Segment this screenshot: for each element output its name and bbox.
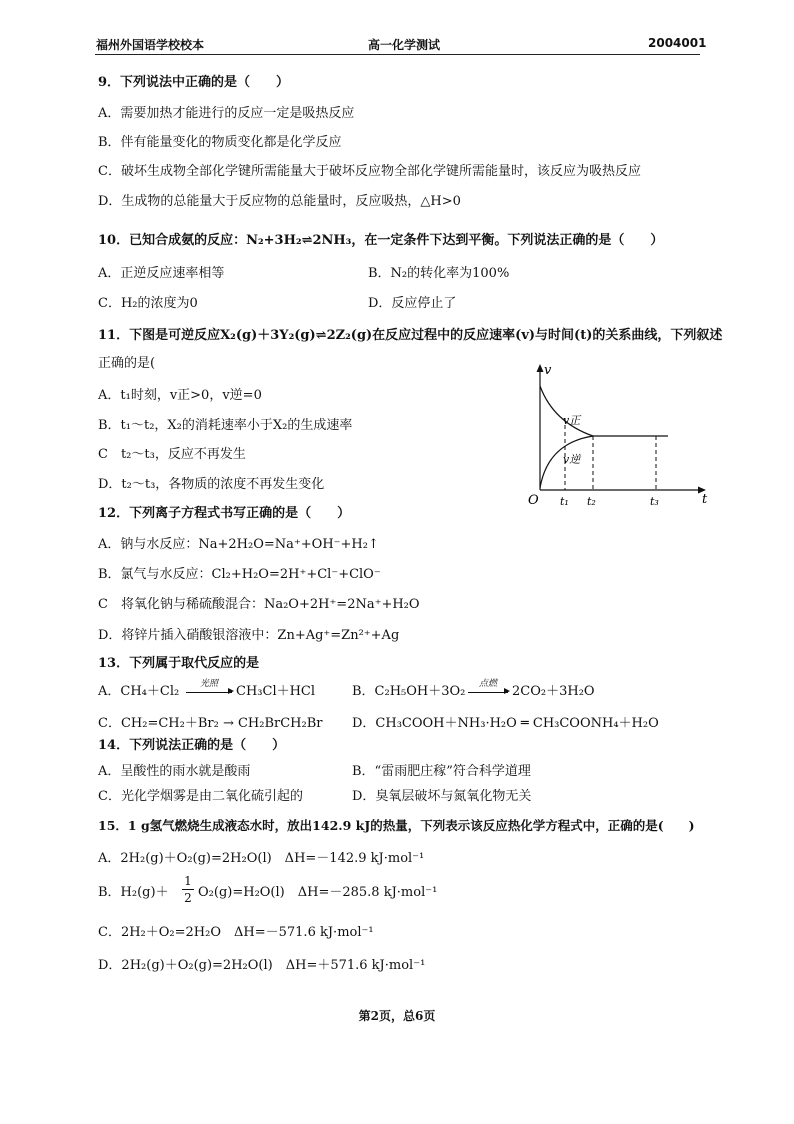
q14-stem: 14．下列说法正确的是（ ） (98, 738, 286, 753)
q9-option-a: A．需要加热才能进行的反应一定是吸热反应 (98, 106, 355, 121)
y-axis-arrow (537, 364, 544, 372)
rate-time-graph (520, 358, 715, 508)
q13-option-d: D．CH₃COOH＋NH₃·H₂O ═ CH₃COONH₄＋H₂O (352, 716, 659, 731)
q10-option-c: C．H₂的浓度为0 (98, 296, 198, 311)
q12-option-a: A．钠与水反应：Na+2H₂O=Na⁺+OH⁻+H₂↑ (98, 537, 379, 552)
q15-option-b-rest: O₂(g)=H₂O(l) ΔH=－285.8 kJ·mol⁻¹ (198, 885, 438, 900)
v-reverse-label: v逆 (563, 453, 581, 466)
q12-option-d: D．将锌片插入硝酸银溶液中：Zn+Ag⁺=Zn²⁺+Ag (98, 628, 400, 643)
q11-option-a: A．t₁时刻，v正>0，v逆=0 (98, 388, 262, 403)
q14-option-c: C．光化学烟雾是由二氧化硫引起的 (98, 789, 303, 804)
v-forward-curve (540, 386, 668, 436)
q13-option-b-arrow (468, 692, 508, 693)
q15-option-d: D．2H₂(g)＋O₂(g)=2H₂O(l) ΔH=＋571.6 kJ·mol⁻¹ (98, 958, 426, 973)
q10-stem: 10．已知合成氨的反应：N₂+3H₂⇌2NH₃，在一定条件下达到平衡。下列说法正确的是（ ） (98, 233, 664, 248)
header-divider (95, 54, 700, 55)
q13-option-a-condition: 光照 (199, 679, 218, 689)
v-forward-label: v正 (563, 414, 581, 427)
q10-option-a: A．正逆反应速率相等 (98, 266, 225, 281)
q15-option-b-fraction (182, 874, 194, 905)
q14-option-b: B．“雷雨肥庄稼”符合科学道理 (352, 764, 531, 779)
t2-label: t₂ (587, 495, 596, 508)
q13-option-a-arrowhead (228, 688, 234, 694)
q11-option-b: B．t₁～t₂，X₂的消耗速率小于X₂的生成速率 (98, 418, 353, 433)
q13-option-b-left: B．C₂H₅OH＋3O₂ (352, 684, 466, 699)
fraction-denominator: 2 (184, 891, 192, 905)
q13-option-b-condition: 点燃 (478, 679, 497, 689)
q13-option-a-arrow (186, 692, 232, 693)
q11-stem-line2: 正确的是( (98, 356, 156, 371)
t1-label: t₁ (560, 495, 569, 508)
header-school: 福州外国语学校校本 (96, 38, 205, 52)
page-footer: 第2页，总6页 (358, 1009, 436, 1023)
q13-option-c: C．CH₂=CH₂＋Br₂ → CH₂BrCH₂Br (98, 716, 323, 731)
fraction-bar (182, 889, 194, 890)
fraction-numerator: 1 (184, 874, 192, 888)
q14-option-d: D．臭氧层破坏与氮氧化物无关 (352, 789, 532, 804)
q9-stem: 9．下列说法中正确的是（ ） (98, 75, 290, 90)
q11-stem-line1: 11．下图是可逆反应X₂(g)＋3Y₂(g)⇌2Z₂(g)在反应过程中的反应速率(v)与时间(t)的关系曲线，下列叙述 (98, 328, 723, 343)
q15-option-b-label: B．H₂(g)＋ (98, 885, 169, 900)
q15-option-a: A．2H₂(g)＋O₂(g)=2H₂O(l) ΔH=－142.9 kJ·mol⁻¹ (98, 851, 425, 866)
y-axis-label: v (544, 363, 552, 378)
q12-option-b: B．氯气与水反应：Cl₂+H₂O=2H⁺+Cl⁻+ClO⁻ (98, 567, 381, 582)
q14-option-a: A．呈酸性的雨水就是酸雨 (98, 764, 251, 779)
q13-option-b-right: 2CO₂＋3H₂O (512, 684, 595, 699)
x-axis-label: t (702, 492, 708, 507)
q9-option-d: D．生成物的总能量大于反应物的总能量时，反应吸热，△H>0 (98, 194, 461, 209)
q9-option-c: C．破坏生成物全部化学键所需能量大于破坏反应物全部化学键所需能量时，该反应为吸热反应 (98, 164, 641, 179)
q11-option-d: D．t₂～t₃，各物质的浓度不再发生变化 (98, 477, 325, 492)
q13-stem: 13．下列属于取代反应的是 (98, 656, 260, 671)
q15-option-c: C．2H₂＋O₂=2H₂O ΔH=－571.6 kJ·mol⁻¹ (98, 925, 374, 940)
q15-stem: 15．1 g氢气燃烧生成液态水时，放出142.9 kJ的热量，下列表示该反应热化学方程式中，正确的是( ) (98, 818, 695, 833)
q10-option-d: D．反应停止了 (368, 296, 457, 311)
q12-option-c: C 将氧化钠与稀硫酸混合：Na₂O+2H⁺=2Na⁺+H₂O (98, 597, 420, 612)
q12-stem: 12．下列离子方程式书写正确的是（ ） (98, 506, 351, 521)
q13-option-a-right: CH₃Cl＋HCl (236, 684, 316, 699)
header-code: 2004001 (648, 36, 707, 50)
header-subject: 高一化学测试 (368, 38, 441, 52)
q13-option-a-left: A．CH₄＋Cl₂ (98, 684, 180, 699)
q9-option-b: B．伴有能量变化的物质变化都是化学反应 (98, 135, 342, 150)
t3-label: t₃ (650, 495, 659, 508)
q10-option-b: B．N₂的转化率为100% (368, 266, 510, 281)
q11-option-c: C t₂～t₃，反应不再发生 (98, 447, 246, 462)
q13-option-b-arrowhead (504, 688, 510, 694)
origin-label: O (528, 493, 539, 508)
